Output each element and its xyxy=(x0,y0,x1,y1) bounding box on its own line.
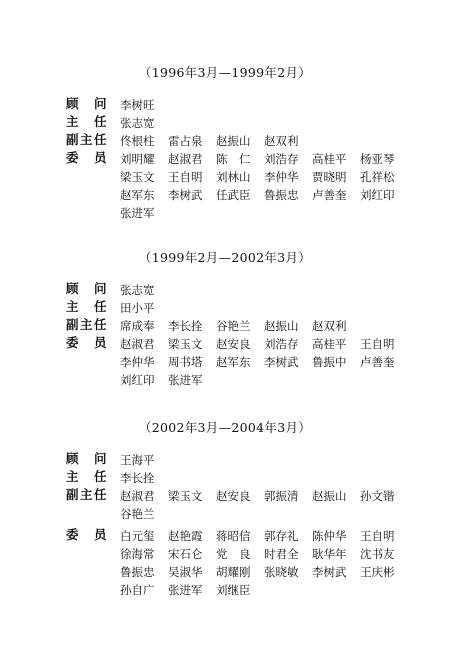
member-name: 李仲华 xyxy=(120,355,155,369)
role-label: 顾 问 xyxy=(66,96,107,111)
member-name: 卢善奎 xyxy=(360,355,395,369)
member-name: 李树武 xyxy=(168,188,203,202)
member-names xyxy=(120,503,168,522)
member-name: 赵淑君 xyxy=(120,337,155,351)
member-name: 鲁振中 xyxy=(312,355,347,369)
member-name: 张志宽 xyxy=(120,116,155,130)
member-name: 李树武 xyxy=(264,355,299,369)
member-name: 梁玉文 xyxy=(120,170,155,184)
role-label: 委 员 xyxy=(66,335,107,350)
term-period-heading: （1999年2月—2002年3月） xyxy=(138,250,312,265)
member-name: 郭存礼 xyxy=(264,529,299,543)
member-name: 张志宽 xyxy=(120,283,155,297)
member-name: 赵双利 xyxy=(312,319,347,333)
member-names xyxy=(120,112,168,131)
member-name: 王自明 xyxy=(168,170,203,184)
member-names xyxy=(120,449,168,468)
member-name: 李树旺 xyxy=(120,98,155,112)
member-name: 佟根柱 xyxy=(120,134,155,148)
member-name: 李长拴 xyxy=(120,471,155,485)
member-name: 赵振山 xyxy=(264,319,299,333)
member-name: 刘明耀 xyxy=(120,152,155,166)
member-name: 任武臣 xyxy=(216,188,251,202)
role-label: 顾 问 xyxy=(66,281,107,296)
member-name: 刘浩存 xyxy=(264,337,299,351)
member-name: 白元玺 xyxy=(120,529,155,543)
member-names xyxy=(120,315,360,334)
role-label: 副 主 任 xyxy=(66,132,107,147)
member-name: 刘红印 xyxy=(360,188,395,202)
member-name: 谷艳兰 xyxy=(120,507,155,521)
member-name: 陈仲华 xyxy=(312,529,347,543)
member-name: 孙文锴 xyxy=(360,489,395,503)
member-name: 谷艳兰 xyxy=(216,319,251,333)
member-names xyxy=(120,369,216,388)
role-label: 主 任 xyxy=(66,299,107,314)
member-name: 王海平 xyxy=(120,453,155,467)
member-names xyxy=(120,148,408,167)
member-name: 赵振山 xyxy=(312,489,347,503)
member-name: 鲁振忠 xyxy=(120,565,155,579)
member-names xyxy=(120,543,408,562)
member-name: 梁玉文 xyxy=(168,337,203,351)
role-label: 主 任 xyxy=(66,469,107,484)
member-names xyxy=(120,561,408,580)
member-names xyxy=(120,333,408,352)
member-names xyxy=(120,166,408,185)
member-name: 赵军东 xyxy=(216,355,251,369)
member-name: 刘林山 xyxy=(216,170,251,184)
member-name: 赵安良 xyxy=(216,489,251,503)
member-name: 李仲华 xyxy=(264,170,299,184)
role-label: 副 主 任 xyxy=(66,317,107,332)
role-label: 主 任 xyxy=(66,114,107,129)
member-name: 赵淑君 xyxy=(120,489,155,503)
member-names xyxy=(120,94,168,113)
member-name: 王自明 xyxy=(360,337,395,351)
member-name: 刘继臣 xyxy=(216,583,251,597)
member-names xyxy=(120,297,168,316)
member-name: 赵淑君 xyxy=(168,152,203,166)
member-name: 张晓敏 xyxy=(264,565,299,579)
member-name: 田小平 xyxy=(120,301,155,315)
member-name: 徐海常 xyxy=(120,547,155,561)
member-name: 张进军 xyxy=(168,373,203,387)
member-name: 张进军 xyxy=(168,583,203,597)
member-name: 赵安良 xyxy=(216,337,251,351)
member-name: 李长拴 xyxy=(168,319,203,333)
member-name: 时君全 xyxy=(264,547,299,561)
term-period-heading: （1996年3月—1999年2月） xyxy=(138,65,312,80)
member-names xyxy=(120,202,168,221)
member-name: 吴淑华 xyxy=(168,565,203,579)
member-name: 蒋昭信 xyxy=(216,529,251,543)
member-names xyxy=(120,130,312,149)
member-name: 张进军 xyxy=(120,206,155,220)
member-name: 赵振山 xyxy=(216,134,251,148)
role-label: 委 员 xyxy=(66,527,107,542)
member-names xyxy=(120,525,408,544)
member-name: 卢善奎 xyxy=(312,188,347,202)
member-names xyxy=(120,467,168,486)
member-name: 杨亚琴 xyxy=(360,152,395,166)
member-name: 赵军东 xyxy=(120,188,155,202)
term-period-heading: （2002年3月—2004年3月） xyxy=(138,420,312,435)
member-name: 郭振清 xyxy=(264,489,299,503)
role-label: 顾 问 xyxy=(66,451,107,466)
member-name: 高桂平 xyxy=(312,337,347,351)
member-name: 沈书友 xyxy=(360,547,395,561)
member-name: 耿华年 xyxy=(312,547,347,561)
role-label: 委 员 xyxy=(66,150,107,165)
member-name: 李树武 xyxy=(312,565,347,579)
member-names xyxy=(120,485,408,504)
member-names xyxy=(120,579,264,598)
member-name: 宋石仑 xyxy=(168,547,203,561)
member-name: 胡耀刚 xyxy=(216,565,251,579)
member-names xyxy=(120,279,168,298)
member-name: 席成奉 xyxy=(120,319,155,333)
member-name: 高桂平 xyxy=(312,152,347,166)
member-name: 孔祥松 xyxy=(360,170,395,184)
member-names xyxy=(120,184,408,203)
member-name: 王自明 xyxy=(360,529,395,543)
member-name: 周书塔 xyxy=(168,355,203,369)
member-name: 梁玉文 xyxy=(168,489,203,503)
member-name: 党 良 xyxy=(216,547,251,561)
member-name: 刘红印 xyxy=(120,373,155,387)
member-name: 贾晓明 xyxy=(312,170,347,184)
member-name: 鲁振忠 xyxy=(264,188,299,202)
member-name: 陈 仁 xyxy=(216,152,251,166)
member-names xyxy=(120,351,408,370)
member-name: 赵艳霞 xyxy=(168,529,203,543)
member-name: 刘浩存 xyxy=(264,152,299,166)
member-name: 赵双利 xyxy=(264,134,299,148)
role-label: 副 主 任 xyxy=(66,487,107,502)
member-name: 王庆彬 xyxy=(360,565,395,579)
member-name: 孙自广 xyxy=(120,583,155,597)
member-name: 雷占泉 xyxy=(168,134,203,148)
